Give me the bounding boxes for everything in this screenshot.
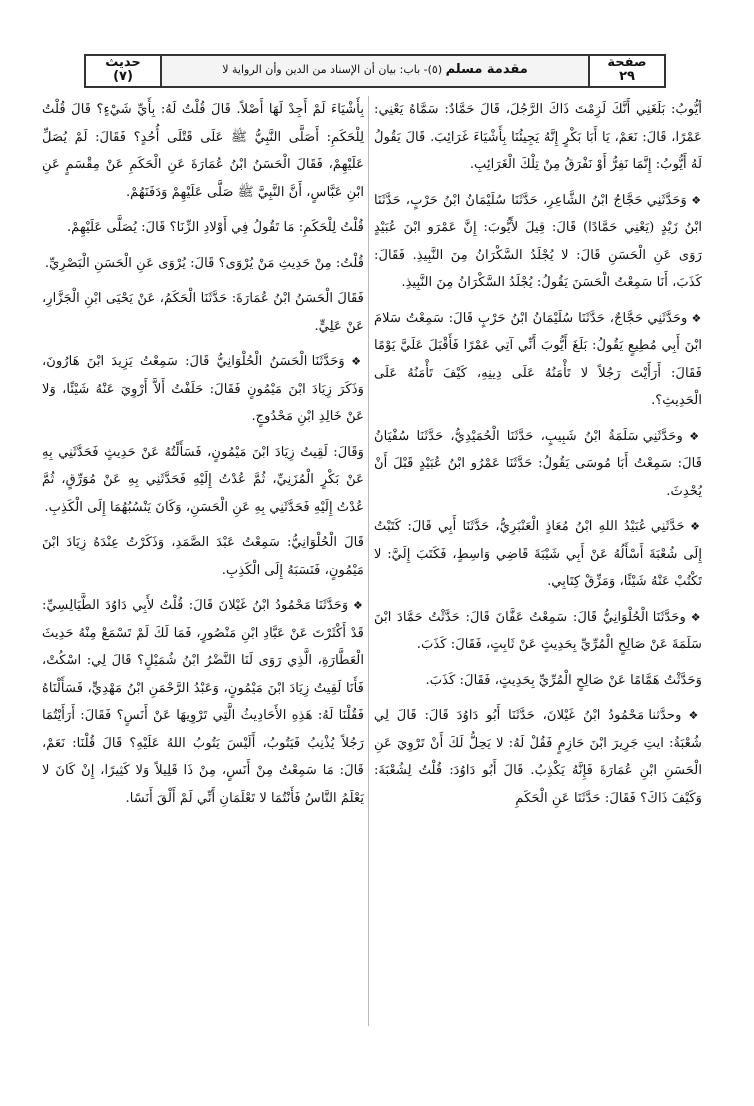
paragraph: فَقَالَ الْحَسَنُ ابْنُ عُمَارَةَ: حَدَّثَنَا الْحَكَمُ، عَنْ يَحْيَى ابْنِ الْجَزَّارِ، عَنْ عَلِيٍّ. (42, 291, 364, 334)
paragraph: قُلْتُ لِلْحَكَمِ: مَا تَقُولُ فِي أَوْلادِ الزِّنَا؟ قَالَ: يُصَلَّى عَلَيْهِمْ. (66, 220, 364, 235)
chapter-title: (٥)- باب: بيان أن الإسناد من الدين وأن الرواية لا (222, 63, 443, 76)
header-title (166, 62, 584, 77)
paragraph: قُلْتُ: مِنْ حَدِيثِ مَنْ يُرْوَى؟ قَالَ: يُرْوَى عَنِ الْحَسَنِ الْبَصْرِيِّ. (44, 255, 364, 271)
paragraph: ❖ وَحَدَّثَنِي حَجَّاجُ ابْنُ الشَّاعِرِ، حَدَّثَنَا سُلَيْمَانُ ابْنُ حَرْبٍ، حَدَّثَنَا ابْنُ زَيْدٍ (يَعْنِي حَمَّادًا) قَالَ: قِيلَ لأَيُّوبَ: إِنَّ عَمْرَو ابْنَ عُبَيْدٍ رَوَى عَنِ الْحَسَنِ قَالَ: لا يُجْلَدُ السَّكْرَانُ مِنَ النَّبِيذِ. فَقَالَ: كَذَبَ، أَنَا سَمِعْتُ الْحَسَنَ يَقُولُ: يُجْلَدُ السَّكْرَانُ مِنَ النَّبِيذِ. (374, 187, 702, 297)
paragraph: ❖ وحدَّثنا مَحْمُودُ ابْنُ غَيْلانَ، حَدَّثَنَا أَبُو دَاوُدَ قَالَ: قَالَ لِي شُعْبَةُ: ايتِ جَرِيرَ ابْنَ حَازِمٍ فَقُلْ لَهُ: لا يَحِلُّ لَكَ أَنْ تَرْوِيَ عَنِ الْحَسَنِ ابْنِ عُمَارَةَ فَإِنَّهُ يَكْذِبُ. قَالَ أَبُو دَاوُدَ: قُلْتُ لِشُعْبَةَ: وَكَيْفَ ذَاكَ؟ فَقَالَ: حَدَّثَنَا عَنِ الْحَكَمِ (374, 702, 702, 812)
paragraph: ❖ حَدَّثَنِي عُبَيْدُ اللهِ ابْنُ مُعَاذٍ الْعَنْبَرِيُّ، حَدَّثَنَا أَبِي قَالَ: كَتَبْتُ إِلَى شُعْبَةَ أَسْأَلُهُ عَنْ أَبِي شَيْبَةَ قَاضِي وَاسِطٍ، فَكَتَبَ إِلَيَّ: لا تَكْتُبْ عَنْهُ شَيْئًا، وَمَزِّقْ كِتَابِي. (374, 513, 702, 596)
paragraph: ❖ وحَدَّثَنِي حَجَّاجٌ، حَدَّثَنَا سُلَيْمَانُ ابْنُ حَرْبٍ قَالَ: سَمِعْتُ سَلامَ ابْنَ أَبِي مُطِيعٍ يَقُولُ: بَلَغَ أَيُّوبَ أَنِّي آتِي عَمْرًا فَأَقْبَلَ عَلَيَّ يَوْمًا فَقَالَ: أَرَأَيْتَ رَجُلاً لا تَأْمَنُهُ عَلَى دِينِهِ، كَيْفَ تَأْمَنُهُ عَلَى الْحَدِيثِ؟. (374, 305, 702, 415)
hadith-number: (٧) (113, 69, 133, 84)
paragraph: قَالَ الْحُلْوَانِيُّ: سَمِعْتُ عَبْدَ الصَّمَدِ، وَذَكَرْتُ عِنْدَهُ زِيَادَ ابْنَ مَيْمُونٍ، فَنَسَبَهُ إِلَى الْكَذِبِ. (42, 535, 364, 578)
paragraph: بِأَشْيَاءَ لَمْ أَجِدْ لَهَا أَصْلاً. قَالَ قُلْتُ لَهُ: بِأَيِّ شَيْءٍ؟ قَالَ قُلْتُ لِلْحَكَمِ: أَصَلَّى النَّبِيُّ ﷺ عَلَى قَتْلَى أُحُدٍ؟ فَقَالَ: لَمْ يُصَلِّ عَلَيْهِمْ، فَقَالَ الْحَسَنُ ابْنُ عُمَارَةَ عَنِ الْحَكَمِ عَنْ مِقْسَمٍ عَنِ ابْنِ عَبَّاسٍ، أَنَّ النَّبِيَّ ﷺ صَلَّى عَلَيْهِمْ وَدَفَنَهُمْ. (42, 102, 364, 200)
hadith-number-box (84, 54, 162, 88)
paragraph: ❖ وحَدَّثَنَا الْحُلْوَانِيُّ قَالَ: سَمِعْتُ عَفَّانَ قَالَ: حَدَّثْتُ حَمَّادَ ابْنَ سَلَمَةَ عَنْ صَالِحٍ الْمُرِّيِّ بِحَدِيثٍ عَنْ ثَابِتٍ، فَقَالَ: كَذَبَ. (374, 604, 702, 659)
paragraph: وَحَدَّثْتُ هَمَّامًا عَنْ صَالِحٍ الْمُرِّيِّ بِحَدِيثٍ، فَقَالَ: كَذَبَ. (425, 672, 702, 688)
paragraph: ❖ وَحَدَّثَنَا مَحْمُودُ ابْنُ غَيْلانَ قَالَ: قُلْتُ لأَبِي دَاوُدَ الطَّيَالِسِيِّ: قَدْ أَكْثَرْتَ عَنْ عَبَّادِ ابْنِ مَنْصُورٍ، فَمَا لَكَ لَمْ تَسْمَعْ مِنْهُ حَدِيثَ الْعَطَّارَةِ، الَّذِي رَوَى لَنَا النَّضْرُ ابْنُ شُمَيْلٍ؟ قَالَ لِي: اسْكُتْ، فَأَنَا لَقِيتُ زِيَادَ ابْنَ مَيْمُونٍ، وَعَبْدُ الرَّحْمَنِ ابْنُ مَهْدِيٍّ، فَسَأَلْنَاهُ فَقُلْنَا لَهُ: هَذِهِ الأَحَادِيثُ الَّتِي تَرْوِيهَا عَنْ أَنَسٍ؟ فَقَالَ: أَرَأَيْتُمَا رَجُلاً يُذْنِبُ فَيَتُوبُ، أَلَيْسَ يَتُوبُ اللهُ عَلَيْهِ؟ قَالَ قُلْنَا: نَعَمْ، قَالَ: مَا سَمِعْتُ مِنْ أَنَسٍ، مِنْ ذَا قَلِيلاً وَلا كَثِيرًا، إِنْ كَانَ لا يَعْلَمُ النَّاسُ فَأَنْتُمَا لا تَعْلَمَانِ أَنِّي لَمْ أَلْقَ أَنَسًا. (42, 592, 364, 812)
page-number-box (588, 54, 666, 88)
page-header (84, 54, 666, 88)
left-text-column (42, 96, 364, 820)
right-text-column (374, 96, 702, 820)
page-label: صفحة (607, 55, 647, 70)
paragraph: وَقَالَ: لَقِيتُ زِيَادَ ابْنَ مَيْمُونٍ، فَسَأَلْتُهُ عَنْ حَدِيثٍ فَحَدَّثَنِي بِهِ عَنْ بَكْرٍ الْمُزَنِيِّ، ثُمَّ عُدْتُ إِلَيْهِ فَحَدَّثَنِي بِهِ عَنْ مُوَرِّقٍ، ثُمَّ عُدْتُ إِلَيْهِ فَحَدَّثَنِي بِهِ عَنِ الْحَسَنِ، وَكَانَ يَنْسُبُهُمَا إِلَى الْكَذِبِ. (42, 444, 364, 515)
paragraph: ❖ وَحَدَّثَنَا الْحَسَنُ الْحُلْوَانِيُّ قَالَ: سَمِعْتُ يَزِيدَ ابْنَ هَارُونَ، وَذَكَرَ زِيَادَ ابْنَ مَيْمُونٍ فَقَالَ: حَلَفْتُ أَلاَّ أَرْوِيَ عَنْهُ شَيْئًا، وَلا عَنْ خَالِدِ ابْنِ مَحْدُوجٍ. (42, 348, 364, 431)
paragraph: ❖ وحَدَّثَنِي سَلَمَةُ ابْنُ شَبِيبٍ، حَدَّثَنَا الْحُمَيْدِيُّ، حَدَّثَنَا سُفْيَانُ قَالَ: سَمِعْتُ أَبَا مُوسَى يَقُولُ: حَدَّثَنَا عَمْرُو ابْنُ عُبَيْدٍ قَبْلَ أَنْ يُحْدِثَ. (374, 423, 702, 506)
book-title: مقدمة مسلم (445, 62, 528, 77)
paragraph: أيُّوبُ: بَلَغَنِي أَنَّكَ لَزِمْتَ ذَاكَ الرَّجُلَ، قَالَ حَمَّادٌ: سَمَّاهُ يَعْنِي: عَمْرًا، قَالَ: نَعَمْ، يَا أَبَا بَكْرٍ إِنَّهُ يَجِيئُنَا بِأَشْيَاءَ غَرَائِبَ. قَالَ يَقُولُ لَهُ أَيُّوبُ: إِنَّمَا نَفِرُّ أَوْ نَفْرَقُ مِنْ تِلْكَ الْغَرَائِبِ. (374, 102, 702, 172)
column-divider (368, 96, 369, 1026)
page-number: ٢٩ (619, 69, 635, 84)
hadith-label: حديث (105, 55, 141, 70)
